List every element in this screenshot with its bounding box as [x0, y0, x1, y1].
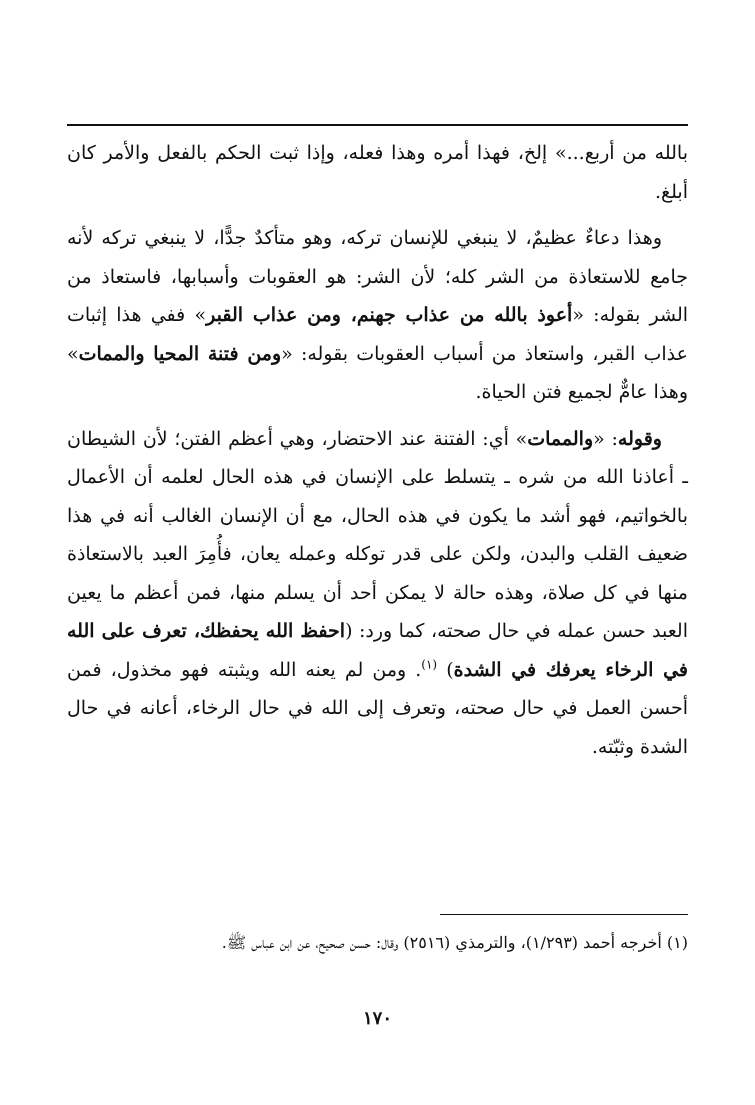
footnote-rule — [440, 914, 688, 915]
hadith-quote-ihfaz: احفظ الله يحفظك، تعرف على الله في الرخاء يعرفك في الشدة — [67, 620, 688, 681]
hadith-quote-fitna: ومن فتنة المحيا والممات — [78, 342, 282, 365]
paragraph-3-part-h: . ومن لم يعنه الله ويثبته فهو مخذول، فمن أحسن العمل في حال صحته، وتعرف إلى الله في حال الرخاء، أعانه في حال الشدة وثبّته. — [67, 658, 688, 758]
header-rule — [67, 124, 688, 126]
hadith-quote-jahannam: أعوذ بالله من عذاب جهنم، ومن عذاب القبر — [206, 304, 573, 326]
footnote-1 — [67, 926, 688, 959]
paragraph-1-text: بالله من أربع...» إلخ، فهذا أمره وهذا فعله، وإذا ثبت الحكم بالفعل والأمر كان أبلغ. — [67, 142, 688, 203]
footnote-marker: (١) — [666, 933, 688, 952]
footnote-text: أخرجه أحمد (١/٢٩٣)، والترمذي (٢٥١٦) وقال: حسن صحيح، عن ابن عباس ﷺ. — [221, 933, 662, 952]
paragraph-2-part-a: وهذا دعاءٌ عظيمٌ، لا ينبغي للإنسان تركه، وهو متأكدٌ جدًّا، لا ينبغي تركه لأنه جامع للاستعاذة من الشر كله؛ لأن الشر: هو العقوبات وأسبابها، فاستعاذ من الشر بقوله: « — [67, 227, 689, 326]
footnote-ref-1[interactable]: (١) — [421, 657, 438, 672]
paragraph-3-close-paren: ) — [446, 658, 454, 681]
paragraph-3 — [67, 420, 688, 767]
main-text — [67, 134, 688, 774]
page-number: ١٧٠ — [362, 1008, 392, 1029]
term-mamat: والممات — [527, 427, 594, 450]
paragraph-2 — [67, 219, 688, 412]
term-qawluhu: وقوله — [617, 427, 662, 450]
paragraph-2-part-e: » وهذا عامٌّ لجميع فتن الحياة. — [67, 342, 688, 403]
paragraph-1 — [67, 134, 688, 211]
paragraph-3-part-b: : « — [593, 427, 618, 450]
paragraph-2-part-c: » ففي هذا إثبات عذاب القبر، واستعاذ من أسباب العقوبات بقوله: « — [67, 304, 688, 365]
paragraph-3-part-d: » أي: الفتنة عند الاحتضار، وهي أعظم الفتن؛ لأن الشيطان ـ أعاذنا الله من شره ـ يتسلط على الإنسان في هذه الحال لعلمه أن الأعمال بالخواتيم، فهو أشد ما يكون في هذه الحال، مع أن الإنسان الغالب أنه في هذا ضعيف القلب والبدن، ولكن على قدر توكله وعمله يعان، فأُمِرَ العبد بالاستعاذة منها في كل صلاة، وهذه حالة لا يمكن أحد أن يسلم منها، فمن أعظم ما يعين العبد حسن عمله في حال صحته، كما ورد: ( — [67, 427, 688, 642]
